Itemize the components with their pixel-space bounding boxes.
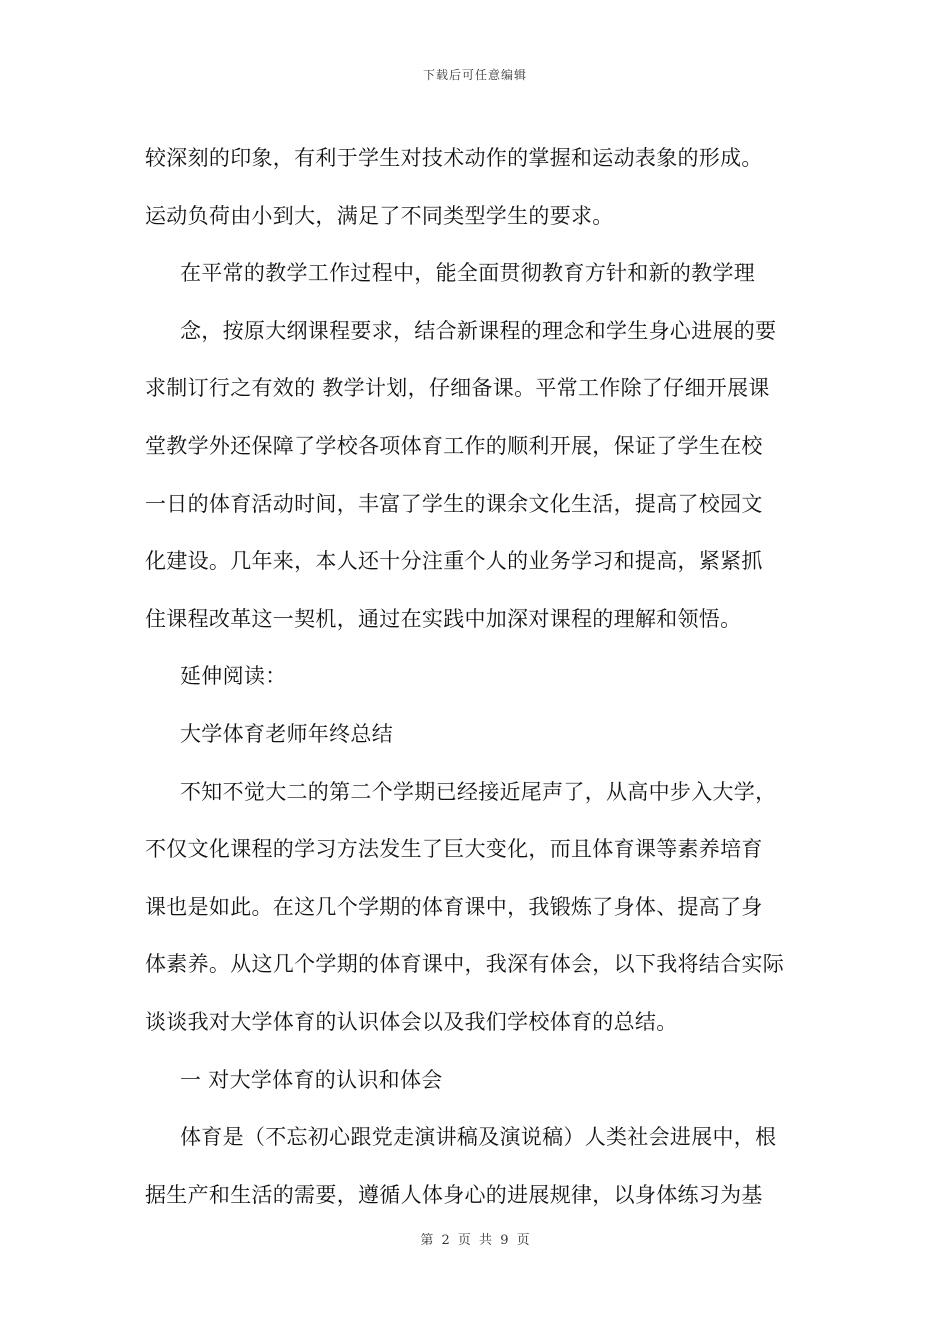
section-label: 延伸阅读： [180,664,287,689]
body-line: 在平常的教学工作过程中，能全面贯彻教育方针和新的教学理 [180,261,756,286]
body-line: 体素养。从这几个学期的体育课中，我深有体会，以下我将结合实际 [145,952,784,977]
body-line: 化建设。几年来，本人还十分注重个人的业务学习和提高，紧紧抓 [145,549,763,574]
document-body [145,130,815,1224]
body-line: 课也是如此。在这几个学期的体育课中，我锻炼了身体、提高了身 [145,894,763,919]
body-line: 较深刻的印象，有利于学生对技术动作的掌握和运动表象的形成。 [145,146,763,170]
body-line: 体育是（不忘初心跟党走演讲稿及演说稿）人类社会进展中，根 [180,1125,777,1150]
body-line: 念，按原大纲课程要求，结合新课程的理念和学生身心进展的要 [180,318,777,343]
body-line: 求制订行之有效的 教学计划，仔细备课。平常工作除了仔细开展课 [145,376,770,401]
body-line: 一日的体育活动时间，丰富了学生的课余文化生活，提高了校园文 [145,491,763,516]
body-line: 据生产和生活的需要，遵循人体身心的进展规律，以身体练习为基 [145,1182,763,1207]
page-header: 下载后可任意编辑 [422,68,527,82]
section-title: 大学体育老师年终总结 [180,721,393,746]
page-number: 第 2 页 共 9 页 [420,1233,530,1248]
body-line: 谈谈我对大学体育的认识体会以及我们学校体育的总结。 [145,1009,678,1034]
subsection-heading: 一 对大学体育的认识和体会 [180,1067,443,1092]
body-line: 不知不觉大二的第二个学期已经接近尾声了，从高中步入大学， [180,779,777,804]
body-line: 运动负荷由小到大，满足了不同类型学生的要求。 [145,203,614,228]
body-line: 堂教学外还保障了学校各项体育工作的顺利开展，保证了学生在校 [145,433,763,458]
body-line: 住课程改革这一契机，通过在实践中加深对课程的理解和领悟。 [145,606,742,631]
body-line: 不仅文化课程的学习方法发生了巨大变化，而且体育课等素养培育 [145,837,763,862]
